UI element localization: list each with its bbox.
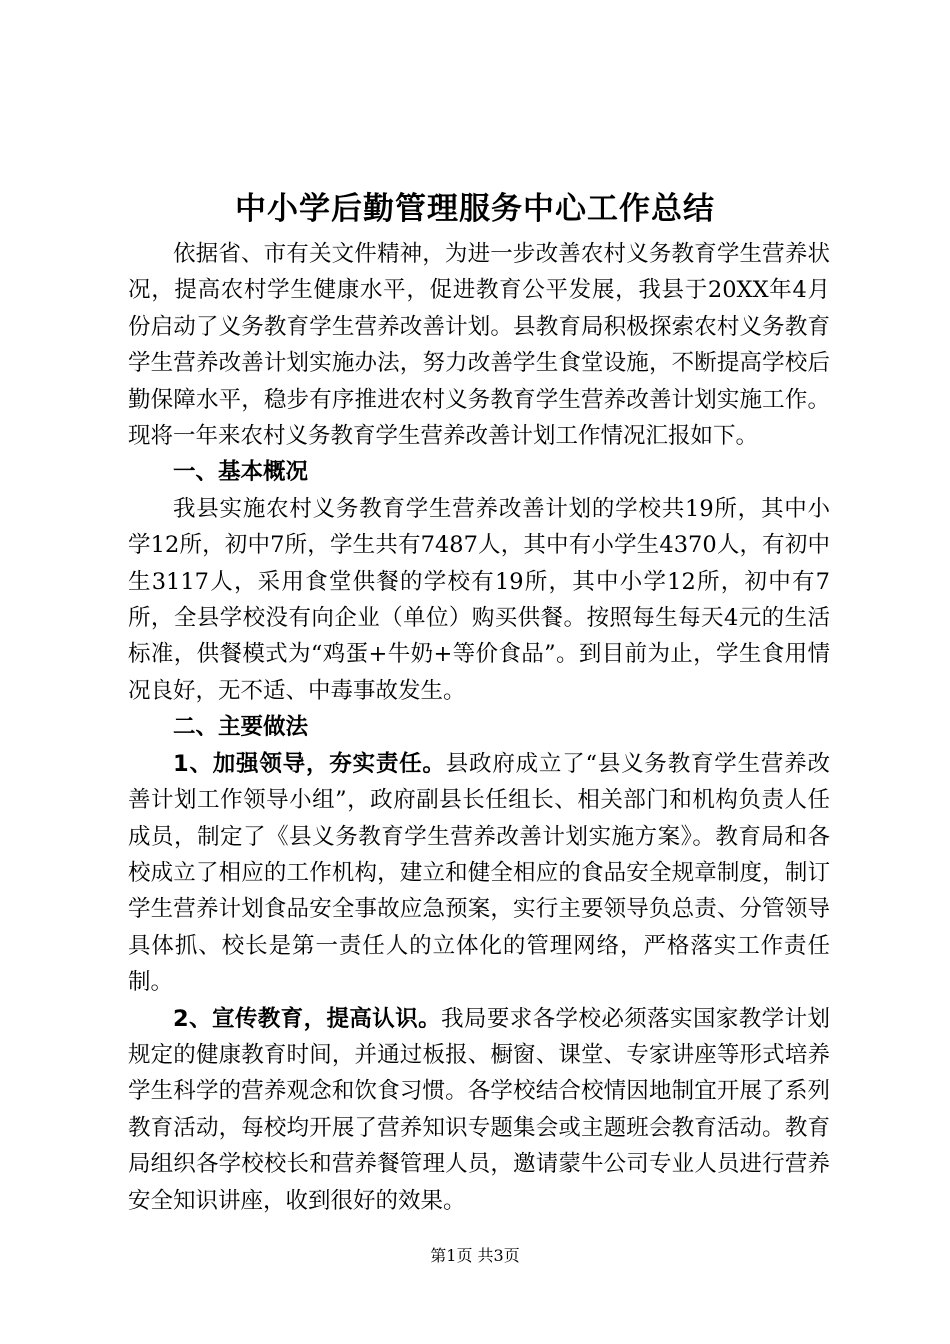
section-heading-basic-overview: 一、基本概况: [173, 459, 309, 486]
document-title: 中小学后勤管理服务中心工作总结: [235, 191, 715, 227]
document-body: [128, 236, 830, 1219]
practice-item-1: [128, 746, 830, 1001]
basic-overview-paragraph: 我县实施农村义务教育学生营养改善计划的学校共19所，其中小学12所，初中7所，学生共有7487人，其中有小学生4370人，有初中生3117人，采用食堂供餐的学校有19所，其中小学12所，初中有7所，全县学校没有向企业（单位）购买供餐。按照每生每天4元的生活标准，供餐模式为“鸡蛋+牛奶+等价食品”。到目前为止，学生食用情况良好，无不适、中毒事故发生。: [128, 495, 830, 704]
practice-item-1-lead: 1、加强领导，夯实责任。: [173, 750, 446, 777]
section-heading-main-practices: 二、主要做法: [173, 714, 309, 741]
practice-item-1-text: 县政府成立了“县义务教育学生营养改善计划工作领导小组”，政府副县长任组长、相关部门和机构负责人任成员，制定了《县义务教育学生营养改善计划实施方案》。教育局和各校成立了相应的工作机构，建立和健全相应的食品安全规章制度，制订学生营养计划食品安全事故应急预案，实行主要领导负总责、分管领导具体抓、校长是第一责任人的立体化的管理网络，严格落实工作责任制。: [128, 750, 830, 996]
intro-paragraph: 依据省、市有关文件精神，为进一步改善农村义务教育学生营养状况，提高农村学生健康水平，促进教育公平发展，我县于20XX年4月份启动了义务教育学生营养改善计划。县教育局积极探索农村义务教育学生营养改善计划实施办法，努力改善学生食堂设施，不断提高学校后勤保障水平，稳步有序推进农村义务教育学生营养改善计划实施工作。现将一年来农村义务教育学生营养改善计划工作情况汇报如下。: [128, 241, 830, 450]
practice-item-2-lead: 2、宣传教育，提高认识。: [173, 1005, 442, 1032]
page-number-footer: 第1页 共3页: [430, 1246, 520, 1265]
practice-item-2: [128, 1001, 830, 1219]
practice-item-2-text: 我局要求各学校必须落实国家教学计划规定的健康教育时间，并通过板报、橱窗、课堂、专家讲座等形式培养学生科学的营养观念和饮食习惯。各学校结合校情因地制宜开展了系列教育活动，每校均开展了营养知识专题集会或主题班会教育活动。教育局组织各学校校长和营养餐管理人员，邀请蒙牛公司专业人员进行营养安全知识讲座，收到很好的效果。: [128, 1005, 830, 1214]
